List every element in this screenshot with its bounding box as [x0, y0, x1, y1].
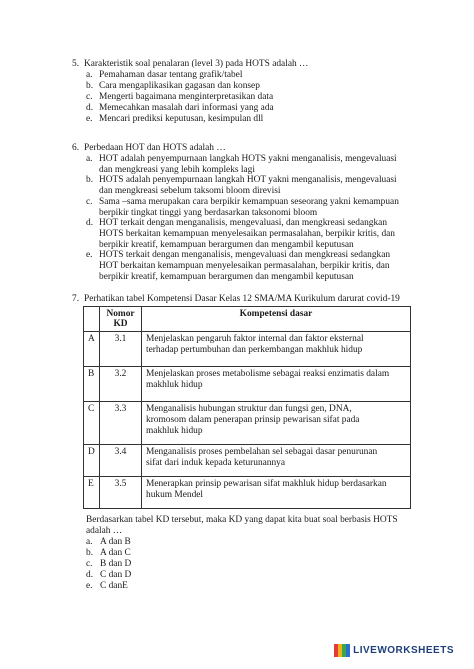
liveworksheets-logo-icon: [334, 644, 350, 657]
footer-branding: [334, 644, 454, 657]
kd-number: 3.2: [100, 367, 142, 402]
kd-number: 3.5: [100, 477, 142, 509]
kd-description: [142, 477, 411, 509]
option-line: HOTS terkait dengan menganalisis, mengevaluasi dan mengkreasi sedangkan: [99, 250, 391, 261]
question-5-number: 5.: [72, 59, 80, 69]
table-row: [84, 477, 411, 509]
option-letter: a.: [86, 537, 93, 547]
option-6a[interactable]: [72, 154, 417, 175]
header-label-cell: [84, 307, 100, 332]
option-letter: b.: [86, 548, 94, 558]
header-kompetensi-dasar: Kompetensi dasar: [142, 307, 411, 332]
option-7c[interactable]: [86, 559, 416, 570]
table-row: [84, 445, 411, 477]
option-letter: b.: [86, 175, 94, 186]
option-line: HOT berkaitan kemampuan menyelesaikan permasalahan, berpikir kritis, dan: [99, 261, 390, 272]
option-6e[interactable]: [72, 250, 417, 282]
option-letter: c.: [86, 196, 93, 207]
question-6-options: [72, 154, 417, 282]
header-text: Nomor: [106, 309, 135, 319]
option-5b[interactable]: [72, 81, 417, 92]
option-letter: a.: [86, 154, 93, 164]
option-6d[interactable]: [72, 218, 417, 250]
option-text: Cara mengaplikasikan gagasan dan konsep: [99, 81, 260, 91]
option-letter: c.: [86, 559, 93, 569]
option-letter: d.: [86, 570, 94, 580]
option-letter: a.: [86, 70, 93, 80]
table-header-row: [84, 307, 411, 332]
option-6b[interactable]: [72, 175, 417, 196]
header-text: KD: [113, 319, 128, 329]
row-label: E: [84, 477, 100, 509]
option-5d[interactable]: [72, 103, 417, 114]
option-line: dan mengkreasi yang lebih kompleks lagi: [99, 164, 255, 175]
kd-description: [142, 402, 411, 445]
footer-brand-text: LIVEWORKSHEETS: [353, 645, 454, 656]
row-label: C: [84, 402, 100, 445]
kd-description: [142, 332, 411, 367]
option-5e[interactable]: [72, 114, 417, 125]
row-label: B: [84, 367, 100, 402]
option-letter: d.: [86, 103, 94, 113]
question-6-text: Perbedaan HOT dan HOTS adalah …: [84, 143, 226, 153]
option-7d[interactable]: [86, 570, 416, 581]
option-text: Pemahaman dasar tentang grafik/tabel: [99, 70, 243, 80]
desc-line: makhluk hidup: [146, 380, 203, 390]
option-line: HOT terkait dengan menganalisis, mengevaluasi, dan mengkreasi sedangkan: [99, 218, 388, 229]
option-7a[interactable]: [86, 537, 416, 548]
option-6c[interactable]: [72, 197, 417, 218]
option-letter: b.: [86, 81, 94, 91]
desc-line: makhluk hidup: [146, 426, 203, 436]
header-nomor-kd: [100, 307, 142, 332]
question-5-options: [72, 70, 417, 125]
option-line: Sama –sama merupakan cara berpikir kemampuan seseorang yakni kemampuan: [99, 196, 399, 207]
option-text: Mencari prediksi keputusan, kesimpulan dll: [99, 114, 264, 124]
option-text: Mengerti bagaimana menginterpretasikan data: [99, 92, 274, 102]
question-5-text: Karakteristik soal penalaran (level 3) pada HOTS adalah …: [84, 59, 309, 69]
option-line: berpikir tingkat tinggi yang berdasarkan taksonomi bloom: [99, 207, 318, 218]
question-7-options: [86, 537, 416, 592]
desc-line: sifat dari induk kepada keturunannya: [146, 458, 286, 468]
desc-line: Menganalisis proses pembelahan sel sebagai dasar penurunan: [146, 447, 378, 457]
option-line: HOTS adalah penyempurnaan langkah HOT yakni menganalisis, mengevaluasi: [99, 175, 397, 186]
prompt-line: adalah …: [86, 526, 123, 536]
table-row: [84, 367, 411, 402]
kd-description: [142, 367, 411, 402]
kd-description: [142, 445, 411, 477]
kd-table: [83, 306, 411, 509]
row-label: A: [84, 332, 100, 367]
desc-line: Menjelaskan proses metabolisme sebagai reaksi enzimatis dalam: [146, 369, 390, 379]
option-line: dan mengkreasi sebelum taksomi bloom direvisi: [99, 186, 281, 197]
option-7e[interactable]: [86, 581, 416, 592]
desc-line: Menerapkan prinsip pewarisan sifat makhluk hidup berdasarkan: [146, 479, 387, 489]
option-text: C danE: [100, 581, 128, 591]
question-6: [72, 143, 417, 282]
option-letter: e.: [86, 581, 93, 591]
question-7-prompt: [86, 515, 416, 592]
option-5a[interactable]: [72, 70, 417, 81]
desc-line: Menjelaskan pengaruh faktor internal dan faktor eksternal: [146, 334, 364, 344]
desc-line: kromosom dalam penerapan prinsip pewarisan sifat pada: [146, 415, 360, 425]
option-text: C dan D: [100, 570, 132, 580]
option-line: HOT adalah penyempurnaan langkah HOTS yakni menganalisis, mengevaluasi: [99, 154, 397, 164]
option-line: berpikir kreatif, kemampuan berargumen dan mengambil keputusan: [99, 271, 354, 282]
option-text: A dan B: [100, 537, 131, 547]
prompt-line: Berdasarkan tabel KD tersebut, maka KD yang dapat kita buat soal berbasis HOTS: [86, 515, 398, 525]
desc-line: Menganalisis hubungan struktur dan fungsi gen, DNA,: [146, 404, 352, 414]
option-text: Memecahkan masalah dari informasi yang ada: [99, 103, 274, 113]
option-text: A dan C: [100, 548, 131, 558]
option-letter: e.: [86, 114, 93, 124]
desc-line: terhadap pertumbuhan dan perkembangan makhluk hidup: [146, 345, 363, 355]
option-text: B dan D: [100, 559, 132, 569]
question-5: [72, 59, 417, 125]
kd-number: 3.1: [100, 332, 142, 367]
question-6-number: 6.: [72, 143, 80, 153]
option-letter: c.: [86, 92, 93, 102]
option-7b[interactable]: [86, 548, 416, 559]
desc-line: hukum Mendel: [146, 490, 204, 500]
option-letter: e.: [86, 250, 93, 261]
question-7-text: Perhatikan tabel Kompetensi Dasar Kelas 12 SMA/MA Kurikulum darurat covid-19: [84, 294, 400, 304]
question-7-number: 7.: [72, 294, 80, 304]
question-7: [72, 294, 422, 305]
table-row: [84, 332, 411, 367]
option-letter: d.: [86, 218, 94, 229]
option-line: HOTS berkaitan kemampuan menyelesaikan permasalahan, berpikir kritis, dan: [99, 228, 395, 239]
row-label: D: [84, 445, 100, 477]
table-row: [84, 402, 411, 445]
option-5c[interactable]: [72, 92, 417, 103]
kd-number: 3.3: [100, 402, 142, 445]
kd-number: 3.4: [100, 445, 142, 477]
option-line: berpikir kreatif, kemampuan berargumen dan mengambil keputusan: [99, 239, 354, 250]
